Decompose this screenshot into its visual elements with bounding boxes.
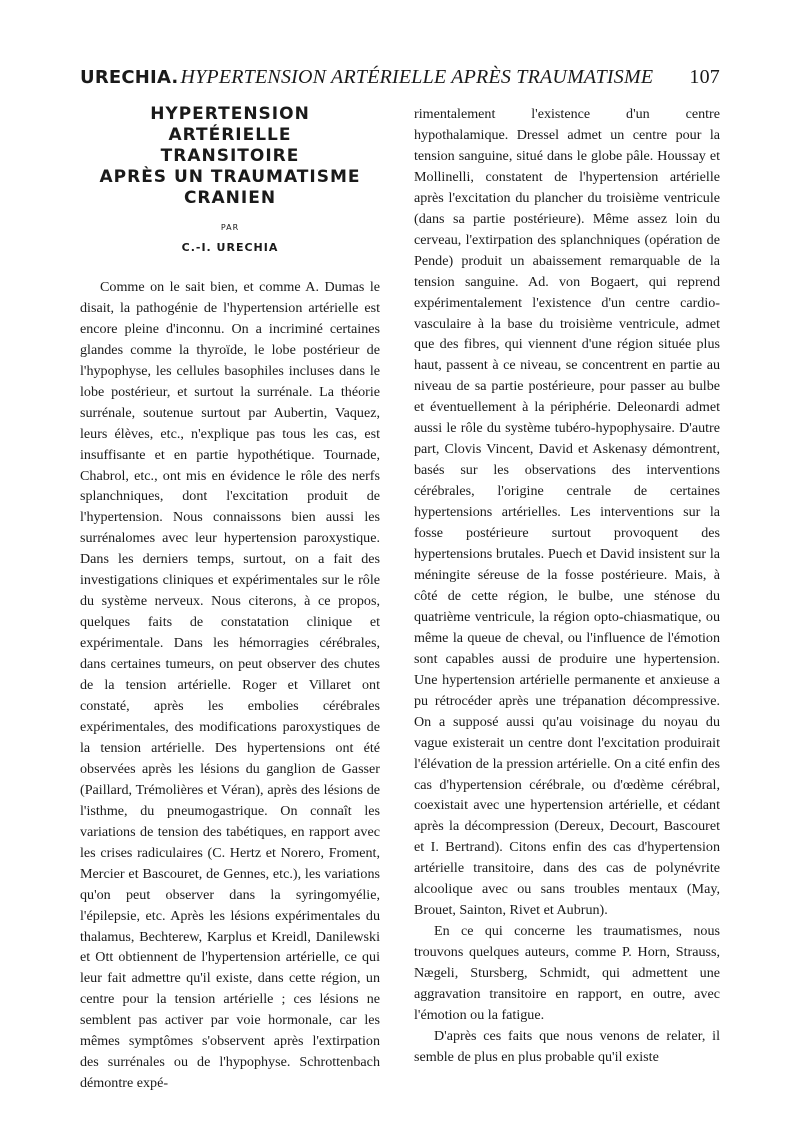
page-number: 107 — [689, 66, 720, 88]
body-paragraph: En ce qui concerne les traumatismes, nous trouvons quelques auteurs, comme P. Horn, Strauss, Nægeli, Stursberg, Schmidt, qui admettent une aggravation transitoire en rapport, en outre, avec l'émotion ou la fatigue. — [414, 923, 720, 1023]
byline-par: PAR — [220, 223, 240, 232]
left-column — [80, 104, 380, 1094]
article-title — [80, 104, 380, 209]
title-line: APRÈS UN TRAUMATISME — [99, 167, 361, 187]
title-line: TRANSITOIRE — [160, 146, 300, 166]
body-paragraph: Comme on le sait bien, et comme A. Dumas le disait, la pathogénie de l'hypertension artérielle est encore pleine d'inconnu. On a incriminé certaines glandes comme la thyroïde, le lobe postérieur de l'hypophyse, les cellules basophiles incluses dans le lobe postérieur, et surtout la surrénale. La théorie surrénale, soutenue surtout par Aubertin, Vaquez, leurs élèves, etc., n'explique pas tous les cas, est insuffisante et en partie hypothétique. Tournade, Chabrol, etc., ont mis en évidence le rôle des nerfs splanchniques, dont l'excitation produit de l'hypertension. Nous connaissons bien aussi les surrénalomes avec leur hypertension paroxystique. Dans les derniers temps, surtout, on a fait des investigations cliniques et expérimentales sur le rôle du système nerveux. Nous citerons, à ce propos, quelques faits de constatation clinique et expérimentale. Dans les hémorragies cérébrales, dans certaines tumeurs, on peut observer des chutes de la tension artérielle. Roger et Villaret ont constaté, après les embolies cérébrales expérimentales, des modifications paroxystiques de la tension artérielle. Des hypertensions ont été observées après les lésions du ganglion de Gasser (Paillard, Trémolières et Véran), après des lésions de l'isthme, du pneumogastrique. On connaît les variations de tension des tabétiques, en rapport avec les crises radiculaires (C. Hertz et Norero, Froment, Mercier et Bascouret, de Gennes, etc.), les variations qu'on peut observer dans la syringomyélie, l'épilepsie, etc. Après les lésions expérimentales du thalamus, Bechterew, Karplus et Kreidl, Danilewski et Ott obtiennent de l'hypertension artérielle, ce qui leur fait admettre qu'il existe, dans cette région, un centre pour la tension artérielle ; ces lésions ne semblent pas activer par voie hormonale, car les mêmes symptômes s'observent après l'extirpation des surrénales ou de l'hypophyse. Schrottenbach démontre expé- — [80, 278, 380, 1092]
body-paragraph: rimentalement l'existence d'un centre hypothalamique. Dressel admet un centre pour la tension sanguine, situé dans le globe pâle. Houssay et Mollinelli, constatent de l'hypertension artérielle après l'excitation du plancher du troisième ventricule (dans sa partie postérieure). Même assez loin du cerveau, l'extirpation des splanchniques (opération de Pende) produit un abaissement remarquable de la tension sanguine. Ad. von Bogaert, qui reprend expérimentalement l'existence d'un centre cardio-vasculaire à la base du troisième ventricule, admet que des fibres, qui viennent d'une région située plus haut, passent à ce niveau, se concentrent en partie au niveau de sa partie postérieure, pour passer au bulbe et éventuellement à la périphérie. Deleonardi admet aussi le rôle du système tubéro-hypophysaire. D'autre part, Clovis Vincent, David et Askenasy démontrent, basés sur les observations des interventions cérébrales, l'origine centrale de certaines hypertensions artérielles. Les interventions sur la fosse postérieure surtout provoquent des hypertensions brutales. Puech et David insistent sur la méningite séreuse de la fosse postérieure. Mais, à côté de cette région, le bulbe, une sténose du quatrième ventricule, la région opto-chiasmatique, ou même la queue de cheval, ou l'influence de l'émotion sont capables aussi de produire une hypertension. Une hypertension artérielle permanente et anxieuse a pu rétrocéder après une trépanation décompressive. On a supposé aussi qu'au voisinage du noyau du vague existerait un centre dont l'excitation produirait l'élévation de la pression artérielle. On a cité enfin des cas d'hypertension cérébrale, ou d'œdème cérébral, coexistait avec une hypertension artérielle, et cédant après la décompression (Dereux, Decourt, Bascouret et I. Bertrand). Citons enfin des cas d'hypertension artérielle transitoire, dans des cas de polynévrite alcoolique avec ou sans troubles mentaux (May, Brouet, Sainton, Rivet et Aubrun). — [414, 106, 720, 919]
running-head-author: URECHIA. — [80, 67, 179, 88]
right-column — [414, 104, 720, 1068]
title-line: CRANIEN — [183, 188, 277, 208]
title-line: HYPERTENSION — [150, 104, 310, 124]
running-head — [80, 66, 720, 89]
running-head-title: HYPERTENSION ARTÉRIELLE APRÈS TRAUMATISME — [180, 66, 654, 88]
body-paragraph: D'après ces faits que nous venons de relater, il semble de plus en plus probable qu'il existe — [414, 1027, 720, 1065]
title-line: ARTÉRIELLE — [168, 125, 292, 145]
article-author: C.-I. URECHIA — [181, 241, 279, 254]
